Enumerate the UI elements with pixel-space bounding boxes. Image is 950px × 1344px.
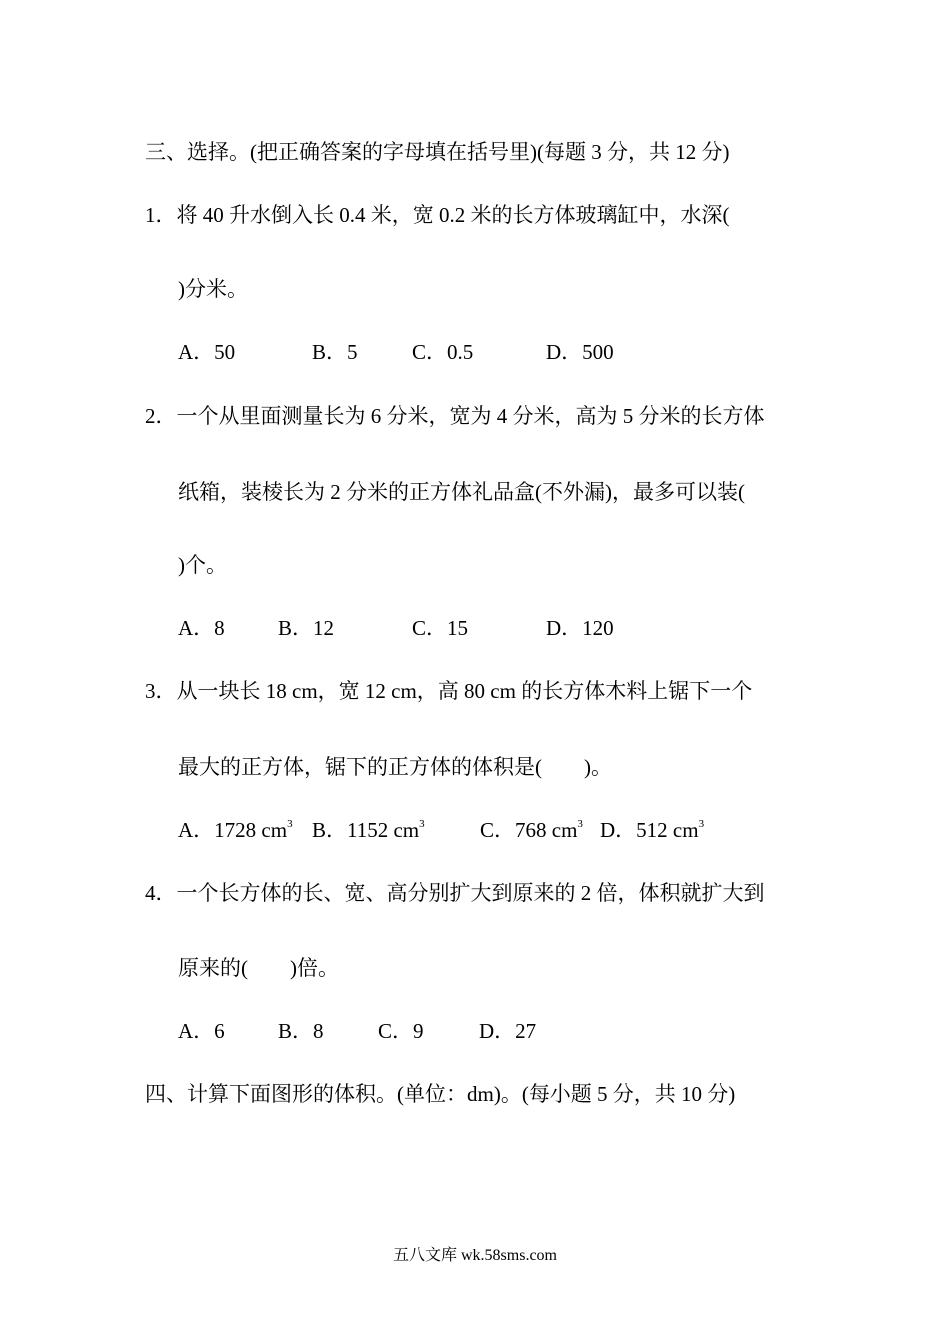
footer-watermark: 五八文库 wk.58sms.com [392,1247,557,1264]
question-2-option-c: C．15 [412,616,469,640]
question-4-line-1: 4．一个长方体的长、宽、高分别扩大到原来的 2 倍，体积就扩大到 [145,881,765,905]
question-1-option-d: D．500 [546,340,614,364]
question-1-option-c: C．0.5 [412,340,474,364]
question-3-option-c [480,816,583,844]
question-4-option-a: A．6 [178,1019,225,1043]
section4-heading: 四、计算下面图形的体积。(单位：dm)。(每小题 5 分，共 10 分) [145,1082,736,1106]
question-3-option-d-text: D．512 cm [600,818,699,842]
question-1-line-1: 1．将 40 升水倒入长 0.4 米，宽 0.2 米的长方体玻璃缸中，水深( [145,203,730,227]
question-4-option-b: B．8 [278,1019,324,1043]
question-4-option-d: D．27 [479,1019,537,1043]
question-3-option-a [178,816,293,844]
question-2-option-a: A．8 [178,616,225,640]
question-2-line-2: 纸箱，装棱长为 2 分米的正方体礼品盒(不外漏)，最多可以装( [178,480,745,504]
question-3-line-1: 3．从一块长 18 cm，宽 12 cm，高 80 cm 的长方体木料上锯下一个 [145,679,753,703]
question-1-option-b: B．5 [312,340,358,364]
question-3-line-2: 最大的正方体，锯下的正方体的体积是( )。 [178,755,612,779]
question-3-option-a-text: A．1728 cm [178,818,288,842]
question-3-option-d [600,816,704,844]
question-3-option-b [312,816,425,844]
question-2-line-1: 2．一个从里面测量长为 6 分米，宽为 4 分米，高为 5 分米的长方体 [145,404,765,428]
exponent: 3 [698,818,705,830]
exponent: 3 [577,818,583,830]
question-1-option-a: A．50 [178,340,236,364]
question-3-option-c-text: C．768 cm [480,818,578,842]
section3-heading: 三、选择。(把正确答案的字母填在括号里)(每题 3 分，共 12 分) [145,140,730,164]
question-2-option-b: B．12 [278,616,335,640]
question-2-option-d: D．120 [546,616,614,640]
question-1-line-2: )分米。 [178,277,248,301]
exponent: 3 [419,818,425,830]
exponent: 3 [287,818,293,830]
question-2-line-3: )个。 [178,553,227,577]
question-4-line-2: 原来的( )倍。 [178,956,339,980]
question-4-option-c: C．9 [378,1019,424,1043]
question-3-option-b-text: B．1152 cm [312,818,420,842]
